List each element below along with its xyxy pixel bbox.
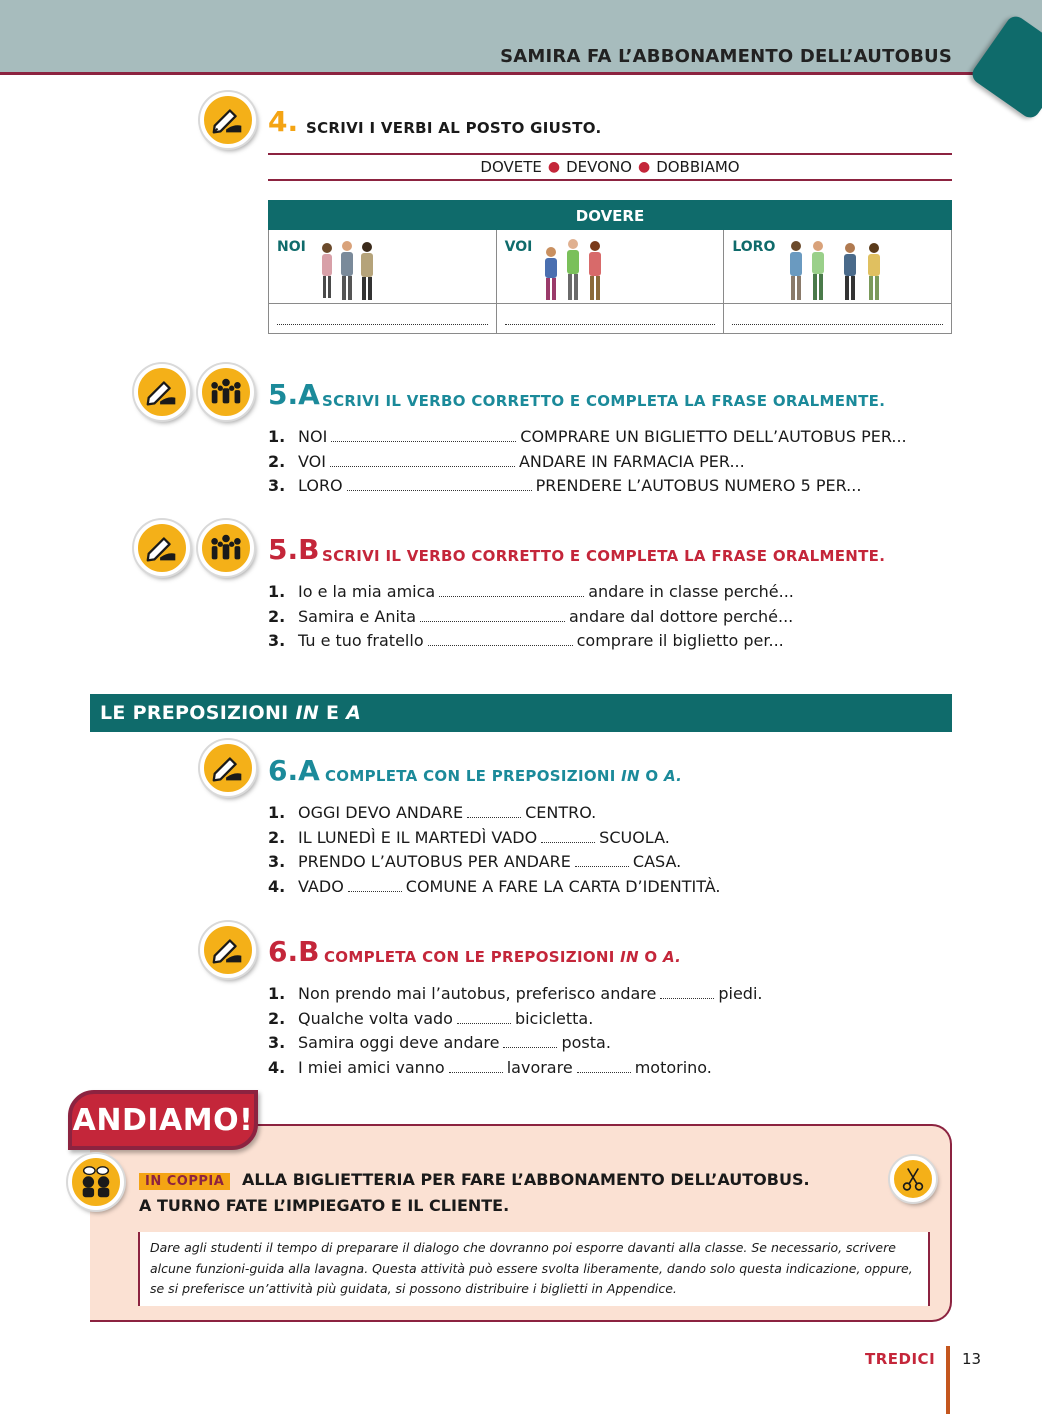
item-number: 1. [268, 803, 286, 822]
list-item [268, 1031, 763, 1056]
item-text: SCUOLA. [599, 827, 670, 847]
item-number: 3. [268, 631, 286, 650]
blank-field[interactable] [457, 1012, 511, 1024]
list-item [268, 425, 907, 450]
pencil-hand-icon [200, 92, 256, 148]
table-cell-noi [268, 230, 497, 304]
item-text: andare in classe perché... [588, 582, 794, 601]
word-bank [268, 153, 952, 181]
blank-field[interactable] [348, 880, 402, 892]
item-text: OGGI DEVO ANDARE [298, 803, 464, 822]
item-text: comprare il biglietto per... [576, 631, 784, 650]
blank-field[interactable] [331, 430, 516, 442]
item-text: piedi. [718, 984, 763, 1003]
column-label: VOI [504, 239, 533, 255]
item-number: 3. [268, 1033, 286, 1052]
table-header: DOVERE [268, 200, 952, 230]
item-number: 4. [268, 1057, 286, 1077]
andiamo-instruction: ALLA BIGLIETTERIA PER FARE L’ABBONAMENTO DELL’AUTOBUS. [242, 1170, 810, 1189]
column-label: LORO [732, 239, 776, 255]
exercise-6a-number: 6.A [268, 754, 320, 787]
exercise-5b-number: 5.B [268, 533, 320, 566]
item-text: lavorare [506, 1057, 573, 1077]
exercise-5a-list [268, 425, 907, 499]
pencil-hand-icon [200, 922, 256, 978]
blank-field[interactable] [660, 987, 714, 999]
item-text: VOI [298, 451, 326, 471]
dovere-table [268, 200, 952, 334]
teacher-note: Dare agli studenti il tempo di preparare il dialogo che dovranno poi esporre davanti alla classe. Se necessario, scrivere alcune funzioni-guida alla lavagna. Questa attività può essere svolta liberamente, dando solo questa indicazione, oppure, se si preferisce un’attività più guidata, si possono distribuire i biglietti in Appendice. [138, 1232, 930, 1306]
item-number: 1. [268, 427, 286, 446]
item-text: CASA. [632, 852, 682, 871]
section-heading-prepositions: LE PREPOSIZIONI IN E A [90, 694, 952, 732]
item-text: COMUNE A FARE LA CARTA D’IDENTITÀ. [405, 876, 721, 896]
item-number: 2. [268, 451, 286, 471]
list-item [268, 580, 794, 605]
item-text: PRENDERE L’AUTOBUS NUMERO 5 PER... [535, 476, 862, 495]
page-header-title: SAMIRA FA L’ABBONAMENTO DELL’AUTOBUS [500, 46, 952, 67]
item-number: 3. [268, 476, 286, 495]
list-item [268, 801, 721, 826]
answer-field-loro[interactable] [724, 304, 952, 334]
item-text: Tu e tuo fratello [298, 631, 424, 650]
item-number: 1. [268, 984, 286, 1003]
item-text: Non prendo mai l’autobus, preferisco andare [298, 984, 657, 1003]
item-text: Qualche volta vado [298, 1008, 453, 1028]
pencil-hand-icon [134, 364, 190, 420]
exercise-6a-list [268, 801, 721, 899]
item-text: LORO [298, 476, 343, 495]
scissors-icon [890, 1156, 936, 1202]
blank-field[interactable] [541, 831, 595, 843]
word-bank-item: DOBBIAMO [656, 158, 740, 176]
group-icon [198, 364, 254, 420]
item-text: VADO [298, 876, 344, 896]
exercise-6b-number: 6.B [268, 935, 320, 968]
word-bank-item: DOVETE [480, 158, 542, 176]
list-item [268, 1056, 763, 1081]
item-number: 2. [268, 1008, 286, 1028]
exercise-6b-title: COMPLETA CON LE PREPOSIZIONI IN O A. [324, 948, 682, 966]
exercise-5b-title: SCRIVI IL VERBO CORRETTO E COMPLETA LA FRASE ORALMENTE. [322, 547, 886, 565]
bullet-dot-icon: ● [637, 159, 651, 175]
pencil-hand-icon [200, 740, 256, 796]
item-text: Samira e Anita [298, 606, 416, 626]
table-cell-voi [497, 230, 725, 304]
blank-field[interactable] [439, 585, 584, 597]
item-text: NOI [298, 427, 328, 446]
item-number: 4. [268, 876, 286, 896]
exercise-4-number: 4. [268, 105, 299, 138]
list-item [268, 826, 721, 851]
list-item [268, 629, 794, 654]
list-item [268, 474, 907, 499]
answer-field-noi[interactable] [268, 304, 497, 334]
list-item [268, 850, 721, 875]
exercise-4-title: SCRIVI I VERBI AL POSTO GIUSTO. [306, 119, 602, 137]
item-number: 1. [268, 582, 286, 601]
blank-field[interactable] [575, 855, 629, 867]
andiamo-tag: ANDIAMO! [68, 1090, 258, 1150]
exercise-6b-list [268, 982, 763, 1080]
group-icon [198, 520, 254, 576]
andiamo-instruction: A TURNO FATE L’IMPIEGATO E IL CLIENTE. [139, 1196, 510, 1215]
blank-field[interactable] [503, 1036, 557, 1048]
footer-divider [946, 1346, 950, 1414]
list-item [268, 1007, 763, 1032]
list-item [268, 605, 794, 630]
word-bank-item: DEVONO [566, 158, 632, 176]
list-item [268, 450, 907, 475]
speaking-heads-icon [68, 1154, 124, 1210]
item-text: ANDARE IN FARMACIA PER... [518, 451, 745, 471]
blank-field[interactable] [420, 610, 565, 622]
item-text: bicicletta. [514, 1008, 594, 1028]
item-text: andare dal dottore perché... [569, 606, 794, 626]
people-illustration-icon [541, 238, 607, 302]
item-number: 2. [268, 827, 286, 847]
item-number: 3. [268, 852, 286, 871]
answer-field-voi[interactable] [497, 304, 725, 334]
blank-field[interactable] [577, 1061, 631, 1073]
exercise-6a-title: COMPLETA CON LE PREPOSIZIONI IN O A. [325, 767, 683, 785]
item-text: I miei amici vanno [298, 1057, 445, 1077]
exercise-5b-list [268, 580, 794, 654]
item-text: IL LUNEDÌ E IL MARTEDÌ VADO [298, 827, 538, 847]
people-illustration-icon [317, 238, 381, 302]
people-illustration-icon [786, 238, 890, 302]
item-text: PRENDO L’AUTOBUS PER ANDARE [298, 852, 571, 871]
list-item [268, 982, 763, 1007]
blank-field[interactable] [330, 455, 515, 467]
exercise-5a-title: SCRIVI IL VERBO CORRETTO E COMPLETA LA FRASE ORALMENTE. [322, 392, 886, 410]
exercise-5a-number: 5.A [268, 378, 320, 411]
column-label: NOI [277, 239, 306, 255]
list-item [268, 875, 721, 900]
blank-field[interactable] [467, 806, 521, 818]
item-text: Io e la mia amica [298, 582, 436, 601]
item-text: posta. [561, 1033, 611, 1052]
blank-field[interactable] [449, 1061, 503, 1073]
header-rule [0, 72, 975, 75]
item-text: motorino. [634, 1057, 712, 1077]
item-number: 2. [268, 606, 286, 626]
item-text: CENTRO. [525, 803, 597, 822]
blank-field[interactable] [347, 479, 532, 491]
item-text: Samira oggi deve andare [298, 1033, 500, 1052]
item-text: COMPRARE UN BIGLIETTO DELL’AUTOBUS PER... [520, 427, 907, 446]
pencil-hand-icon [134, 520, 190, 576]
page-number: 13 [962, 1350, 982, 1368]
page-number-word: TREDICI [865, 1350, 936, 1368]
table-cell-loro [724, 230, 952, 304]
in-coppia-badge: IN COPPIA [139, 1173, 230, 1190]
bullet-dot-icon: ● [547, 159, 561, 175]
blank-field[interactable] [428, 634, 573, 646]
